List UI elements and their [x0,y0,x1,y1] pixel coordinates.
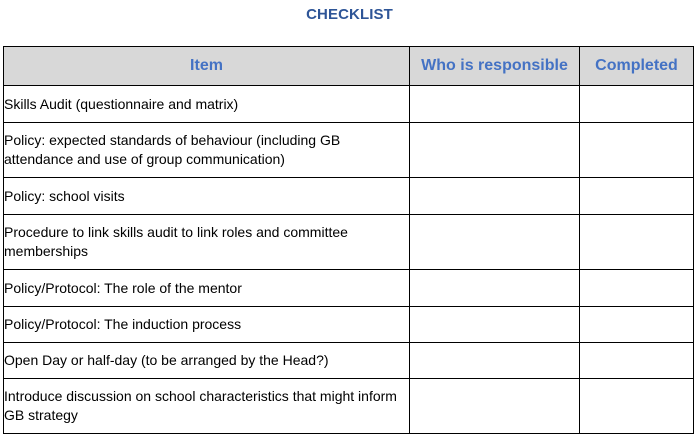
item-text: Policy: expected standards of behaviour (including GB attendance and use of group communication) [4,132,341,167]
who-responsible-cell[interactable] [410,123,580,178]
table-row [4,123,694,178]
completed-cell[interactable] [580,123,694,178]
table-row [4,178,694,215]
who-responsible-cell[interactable] [410,343,580,379]
completed-cell[interactable] [580,343,694,379]
completed-cell[interactable] [580,379,694,434]
completed-cell[interactable] [580,86,694,123]
who-responsible-cell[interactable] [410,270,580,307]
document-title: CHECKLIST [306,6,393,23]
completed-cell[interactable] [580,178,694,215]
item-text: Open Day or half-day (to be arranged by the Head?) [4,352,329,368]
item-cell[interactable] [4,343,410,379]
table-row [4,379,694,434]
who-responsible-cell[interactable] [410,379,580,434]
completed-cell[interactable] [580,215,694,270]
who-responsible-cell[interactable] [410,86,580,123]
header-completed: Completed [580,47,694,86]
table-row [4,270,694,307]
header-who-is-responsible: Who is responsible [410,47,580,86]
table-row [4,86,694,123]
header-item: Item [4,47,410,86]
item-text: Introduce discussion on school characteristics that might inform GB strategy [4,388,397,423]
table-row [4,307,694,343]
item-cell[interactable] [4,178,410,215]
item-text: Skills Audit (questionnaire and matrix) [4,95,239,112]
checklist-table [3,46,694,434]
who-responsible-cell[interactable] [410,215,580,270]
completed-cell[interactable] [580,270,694,307]
item-cell[interactable] [4,307,410,343]
table-row [4,215,694,270]
item-text: Procedure to link skills audit to link roles and committee memberships [4,224,348,259]
item-text: Policy/Protocol: The induction process [4,316,242,332]
item-cell[interactable] [4,123,410,178]
completed-cell[interactable] [580,307,694,343]
item-text: Policy: school visits [4,187,125,204]
item-cell[interactable] [4,270,410,307]
item-cell[interactable] [4,86,410,123]
item-cell[interactable] [4,379,410,434]
item-cell[interactable] [4,215,410,270]
who-responsible-cell[interactable] [410,178,580,215]
item-text: Policy/Protocol: The role of the mentor [4,279,242,296]
table-row [4,343,694,379]
who-responsible-cell[interactable] [410,307,580,343]
header-row [4,47,694,86]
